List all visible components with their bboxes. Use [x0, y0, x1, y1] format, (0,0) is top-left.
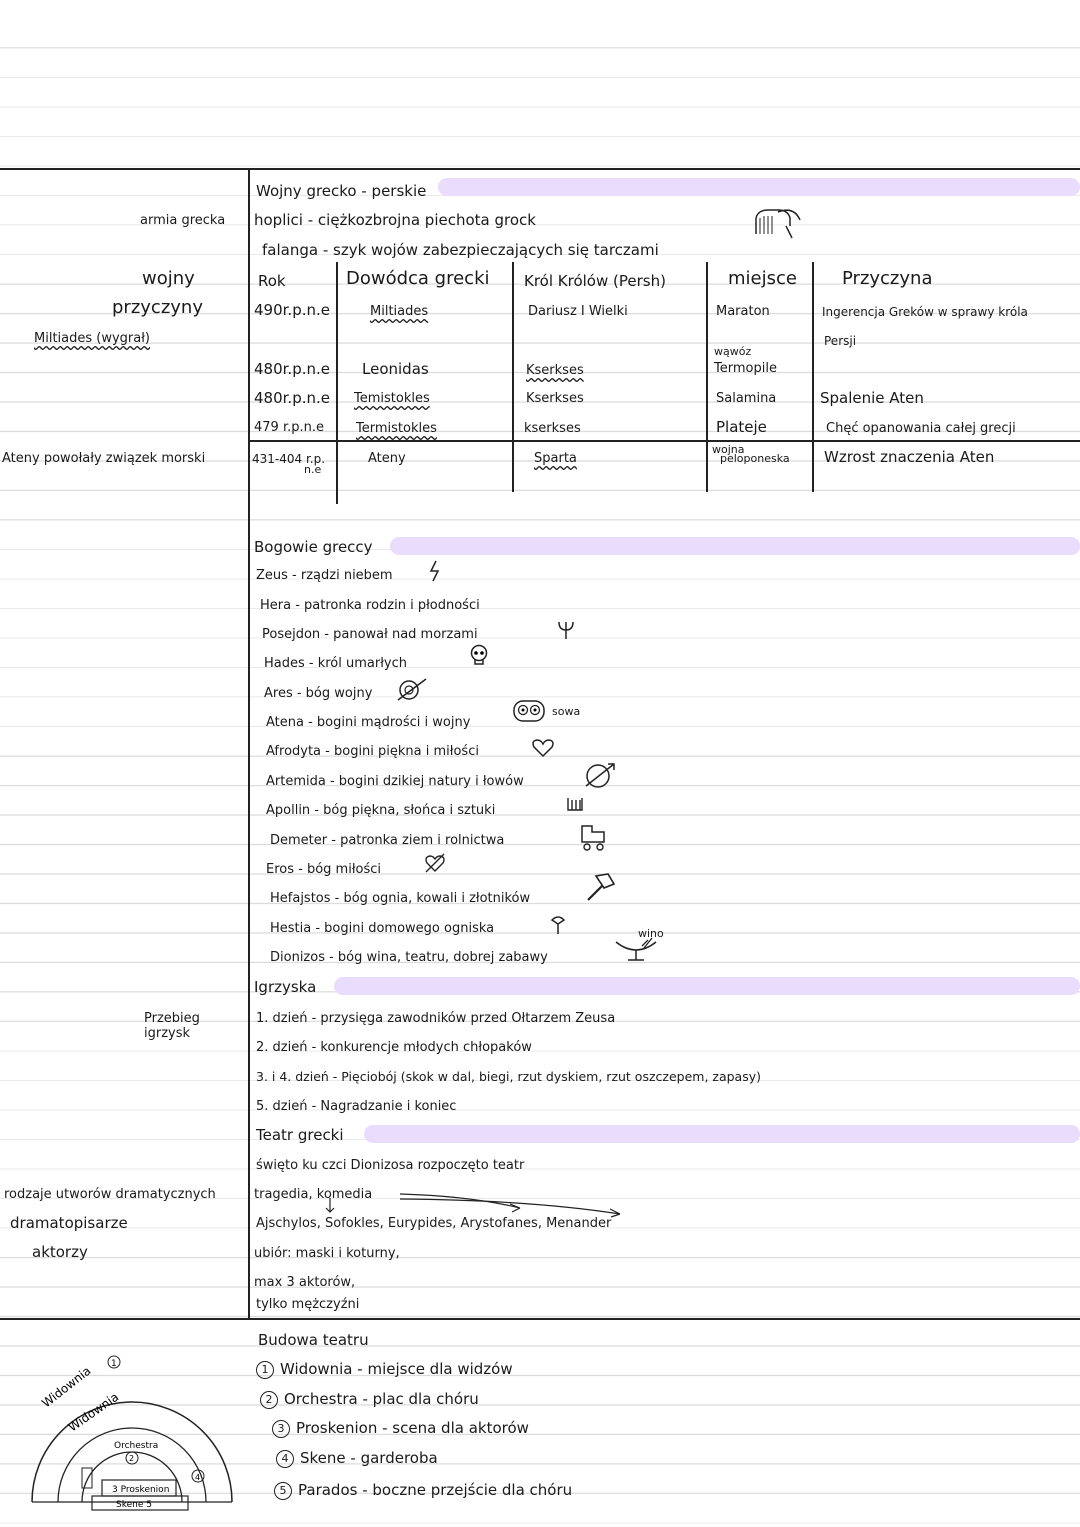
row3-miejsce: Salamina — [716, 391, 777, 406]
diagram-skene: Skene 5 — [116, 1500, 152, 1510]
diagram-n4: 4 — [195, 1473, 201, 1482]
god-atena: Atena - bogini mądrości i wojny — [266, 715, 471, 730]
lightning-icon — [428, 560, 442, 582]
row1-miejsce: Maraton — [716, 304, 770, 319]
diagram-widownia-inner: Widownia — [65, 1389, 122, 1435]
row1-krol: Dariusz I Wielki — [528, 304, 628, 319]
hoplici-line: hoplici - ciężkozbrojna piechota grock — [254, 211, 536, 229]
row5-dowodca: Ateny — [368, 451, 406, 466]
wars-side-wojny: wojny — [142, 268, 195, 289]
god-dionizos: Dionizos - bóg wina, teatru, dobrej zabawy — [270, 950, 548, 965]
margin-line — [248, 168, 250, 1320]
row3-krol: Kserkses — [526, 391, 584, 406]
row5-rok2: n.e — [304, 463, 322, 476]
god-ares: Ares - bóg wojny — [264, 686, 373, 701]
row2-miejsce-top: wąwóz — [714, 345, 752, 358]
god-apollin: Apollin - bóg piękna, słońca i sztuki — [266, 803, 496, 818]
god-hestia: Hestia - bogini domowego ogniska — [270, 921, 495, 936]
hammer-icon — [582, 870, 618, 904]
games-side-1: Przebieg — [144, 1011, 200, 1026]
row4-miejsce: Plateje — [716, 418, 767, 436]
diagram-widownia-outer: Widownia — [39, 1363, 94, 1411]
wars-title-highlight — [438, 178, 1080, 196]
diagram-n1: 1 — [111, 1359, 117, 1369]
theater-max: max 3 aktorów, — [254, 1275, 356, 1290]
building-part-2 — [260, 1390, 479, 1409]
shield-spear-icon — [396, 676, 428, 702]
god-demeter: Demeter - patronka ziem i rolnictwa — [270, 833, 505, 848]
theater-side-aktorzy: aktorzy — [32, 1243, 88, 1261]
wars-side-przyczyny: przyczyny — [112, 297, 203, 318]
theater-side-dramato: dramatopisarze — [10, 1214, 128, 1232]
header-rok: Rok — [258, 272, 286, 290]
building-title: Budowa teatru — [258, 1331, 369, 1349]
god-hades: Hades - król umarłych — [264, 656, 407, 671]
wars-col-line-2 — [512, 262, 514, 492]
row5-krol: Sparta — [534, 451, 577, 466]
theater-types: tragedia, komedia — [254, 1187, 373, 1202]
games-day-3: 3. i 4. dzień - Pięciobój (skok w dal, biegi, rzut dyskiem, rzut oszczepem, zapasy) — [256, 1069, 761, 1084]
row3-dowodca: Temistokles — [354, 391, 430, 406]
theater-title-highlight — [364, 1125, 1080, 1143]
theater-writers: Ajschylos, Sofokles, Eurypides, Arystofanes, Menander — [256, 1216, 612, 1231]
number-4-badge: 4 — [276, 1450, 294, 1468]
row1-przyczyna2: Persji — [824, 334, 857, 348]
gods-title-highlight — [390, 537, 1080, 555]
helmet-icon — [748, 204, 804, 240]
building-part-3-text: Proskenion - scena dla aktorów — [296, 1419, 529, 1437]
god-hera: Hera - patronka rodzin i płodności — [260, 598, 480, 613]
wars-side-miltiades: Miltiades (wygrał) — [34, 331, 150, 346]
number-2-badge: 2 — [260, 1391, 278, 1409]
building-part-3 — [272, 1419, 529, 1438]
cart-icon — [578, 824, 610, 852]
row2-krol: Kserkses — [526, 363, 584, 378]
header-miejsce: miejsce — [728, 268, 797, 289]
building-part-1-text: Widownia - miejsce dla widzów — [280, 1360, 513, 1378]
owl-icon — [512, 698, 548, 724]
wars-col-line-3 — [706, 262, 708, 492]
top-divider — [0, 168, 1080, 170]
wars-title: Wojny grecko - perskie — [256, 182, 427, 200]
theater-only-men: tylko mężczyźni — [256, 1297, 360, 1312]
row4-dowodca: Termistokles — [356, 421, 437, 436]
theater-title: Teatr grecki — [256, 1126, 344, 1144]
games-title: Igrzyska — [254, 978, 317, 996]
diagram-n2: 2 — [129, 1454, 135, 1463]
diagram-orchestra: Orchestra — [114, 1441, 159, 1451]
army-label: armia grecka — [140, 213, 226, 228]
torch-icon — [548, 914, 568, 936]
bow-arrow-icon — [582, 760, 618, 790]
row5-przyczyna: Wzrost znaczenia Aten — [824, 448, 995, 466]
number-1-badge: 1 — [256, 1361, 274, 1379]
wars-col-line-4 — [812, 262, 814, 492]
games-side-2: igrzysk — [144, 1026, 191, 1041]
games-day-5: 5. dzień - Nagradzanie i koniec — [256, 1099, 457, 1114]
arrow-heart-icon — [424, 852, 446, 874]
god-hefajstos: Hefajstos - bóg ognia, kowali i złotników — [270, 891, 531, 906]
wine-label: wino — [638, 927, 664, 940]
row4-przyczyna: Chęć opanowania całej grecji — [826, 421, 1016, 436]
heart-icon — [532, 738, 554, 758]
god-artemida: Artemida - bogini dzikiej natury i łowów — [266, 774, 524, 789]
building-part-4 — [276, 1449, 438, 1468]
number-3-badge: 3 — [272, 1420, 290, 1438]
row1-rok: 490r.p.n.e — [254, 301, 330, 319]
skull-icon — [468, 644, 490, 666]
row5-miejsce: peloponeska — [720, 452, 790, 465]
trident-icon — [556, 620, 576, 640]
games-day-1: 1. dzień - przysięga zawodników przed Ołtarzem Zeusa — [256, 1011, 616, 1026]
row2-dowodca: Leonidas — [362, 360, 429, 378]
wars-side-ateny: Ateny powołały związek morski — [2, 451, 206, 466]
row3-przyczyna: Spalenie Aten — [820, 389, 924, 407]
wars-col-line-1 — [336, 262, 338, 504]
row2-rok: 480r.p.n.e — [254, 360, 330, 378]
header-przyczyna: Przyczyna — [842, 268, 933, 289]
row5-miejsce-top: wojna — [712, 443, 745, 456]
row1-przyczyna: Ingerencja Greków w sprawy króla — [822, 305, 1028, 319]
owl-label: sowa — [552, 705, 581, 718]
building-part-4-text: Skene - garderoba — [300, 1449, 438, 1467]
falanga-line: falanga - szyk wojów zabezpieczających się tarczami — [262, 241, 659, 259]
theater-origin: święto ku czci Dionizosa rozpoczęto teatr — [256, 1158, 525, 1173]
games-title-highlight — [334, 977, 1080, 995]
row4-rok: 479 r.p.n.e — [254, 420, 324, 435]
theater-ubior: ubiór: maski i koturny, — [254, 1246, 400, 1261]
diagram-proskenion: 3 Proskenion — [112, 1485, 170, 1495]
header-krol: Król Królów (Persh) — [524, 272, 666, 290]
games-day-2: 2. dzień - konkurencje młodych chłopaków — [256, 1040, 532, 1055]
lyre-icon — [566, 796, 584, 814]
god-posejdon: Posejdon - panował nad morzami — [262, 627, 478, 642]
row5-rok: 431-404 r.p. — [252, 452, 326, 466]
parados-left — [82, 1468, 92, 1488]
wars-table-bottom-line — [248, 440, 1080, 442]
row3-rok: 480r.p.n.e — [254, 389, 330, 407]
row1-dowodca: Miltiades — [370, 304, 429, 319]
theater-diagram — [20, 1330, 244, 1520]
building-part-5-text: Parados - boczne przejście dla chóru — [298, 1481, 573, 1499]
building-part-5 — [274, 1481, 572, 1500]
wine-cup-icon — [612, 936, 660, 964]
header-dowodca: Dowódca grecki — [346, 268, 490, 289]
god-zeus: Zeus - rządzi niebem — [256, 568, 393, 583]
row2-miejsce: Termopile — [714, 361, 777, 376]
number-5-badge: 5 — [274, 1482, 292, 1500]
building-part-1 — [256, 1360, 513, 1379]
god-eros: Eros - bóg miłości — [266, 862, 382, 877]
god-afrodyta: Afrodyta - bogini piękna i miłości — [266, 744, 479, 759]
gods-title: Bogowie greccy — [254, 538, 373, 556]
building-part-2-text: Orchestra - plac dla chóru — [284, 1390, 479, 1408]
theater-side-rodzaje: rodzaje utworów dramatycznych — [4, 1187, 216, 1202]
bottom-divider — [0, 1318, 1080, 1320]
row4-krol: kserkses — [524, 421, 581, 436]
